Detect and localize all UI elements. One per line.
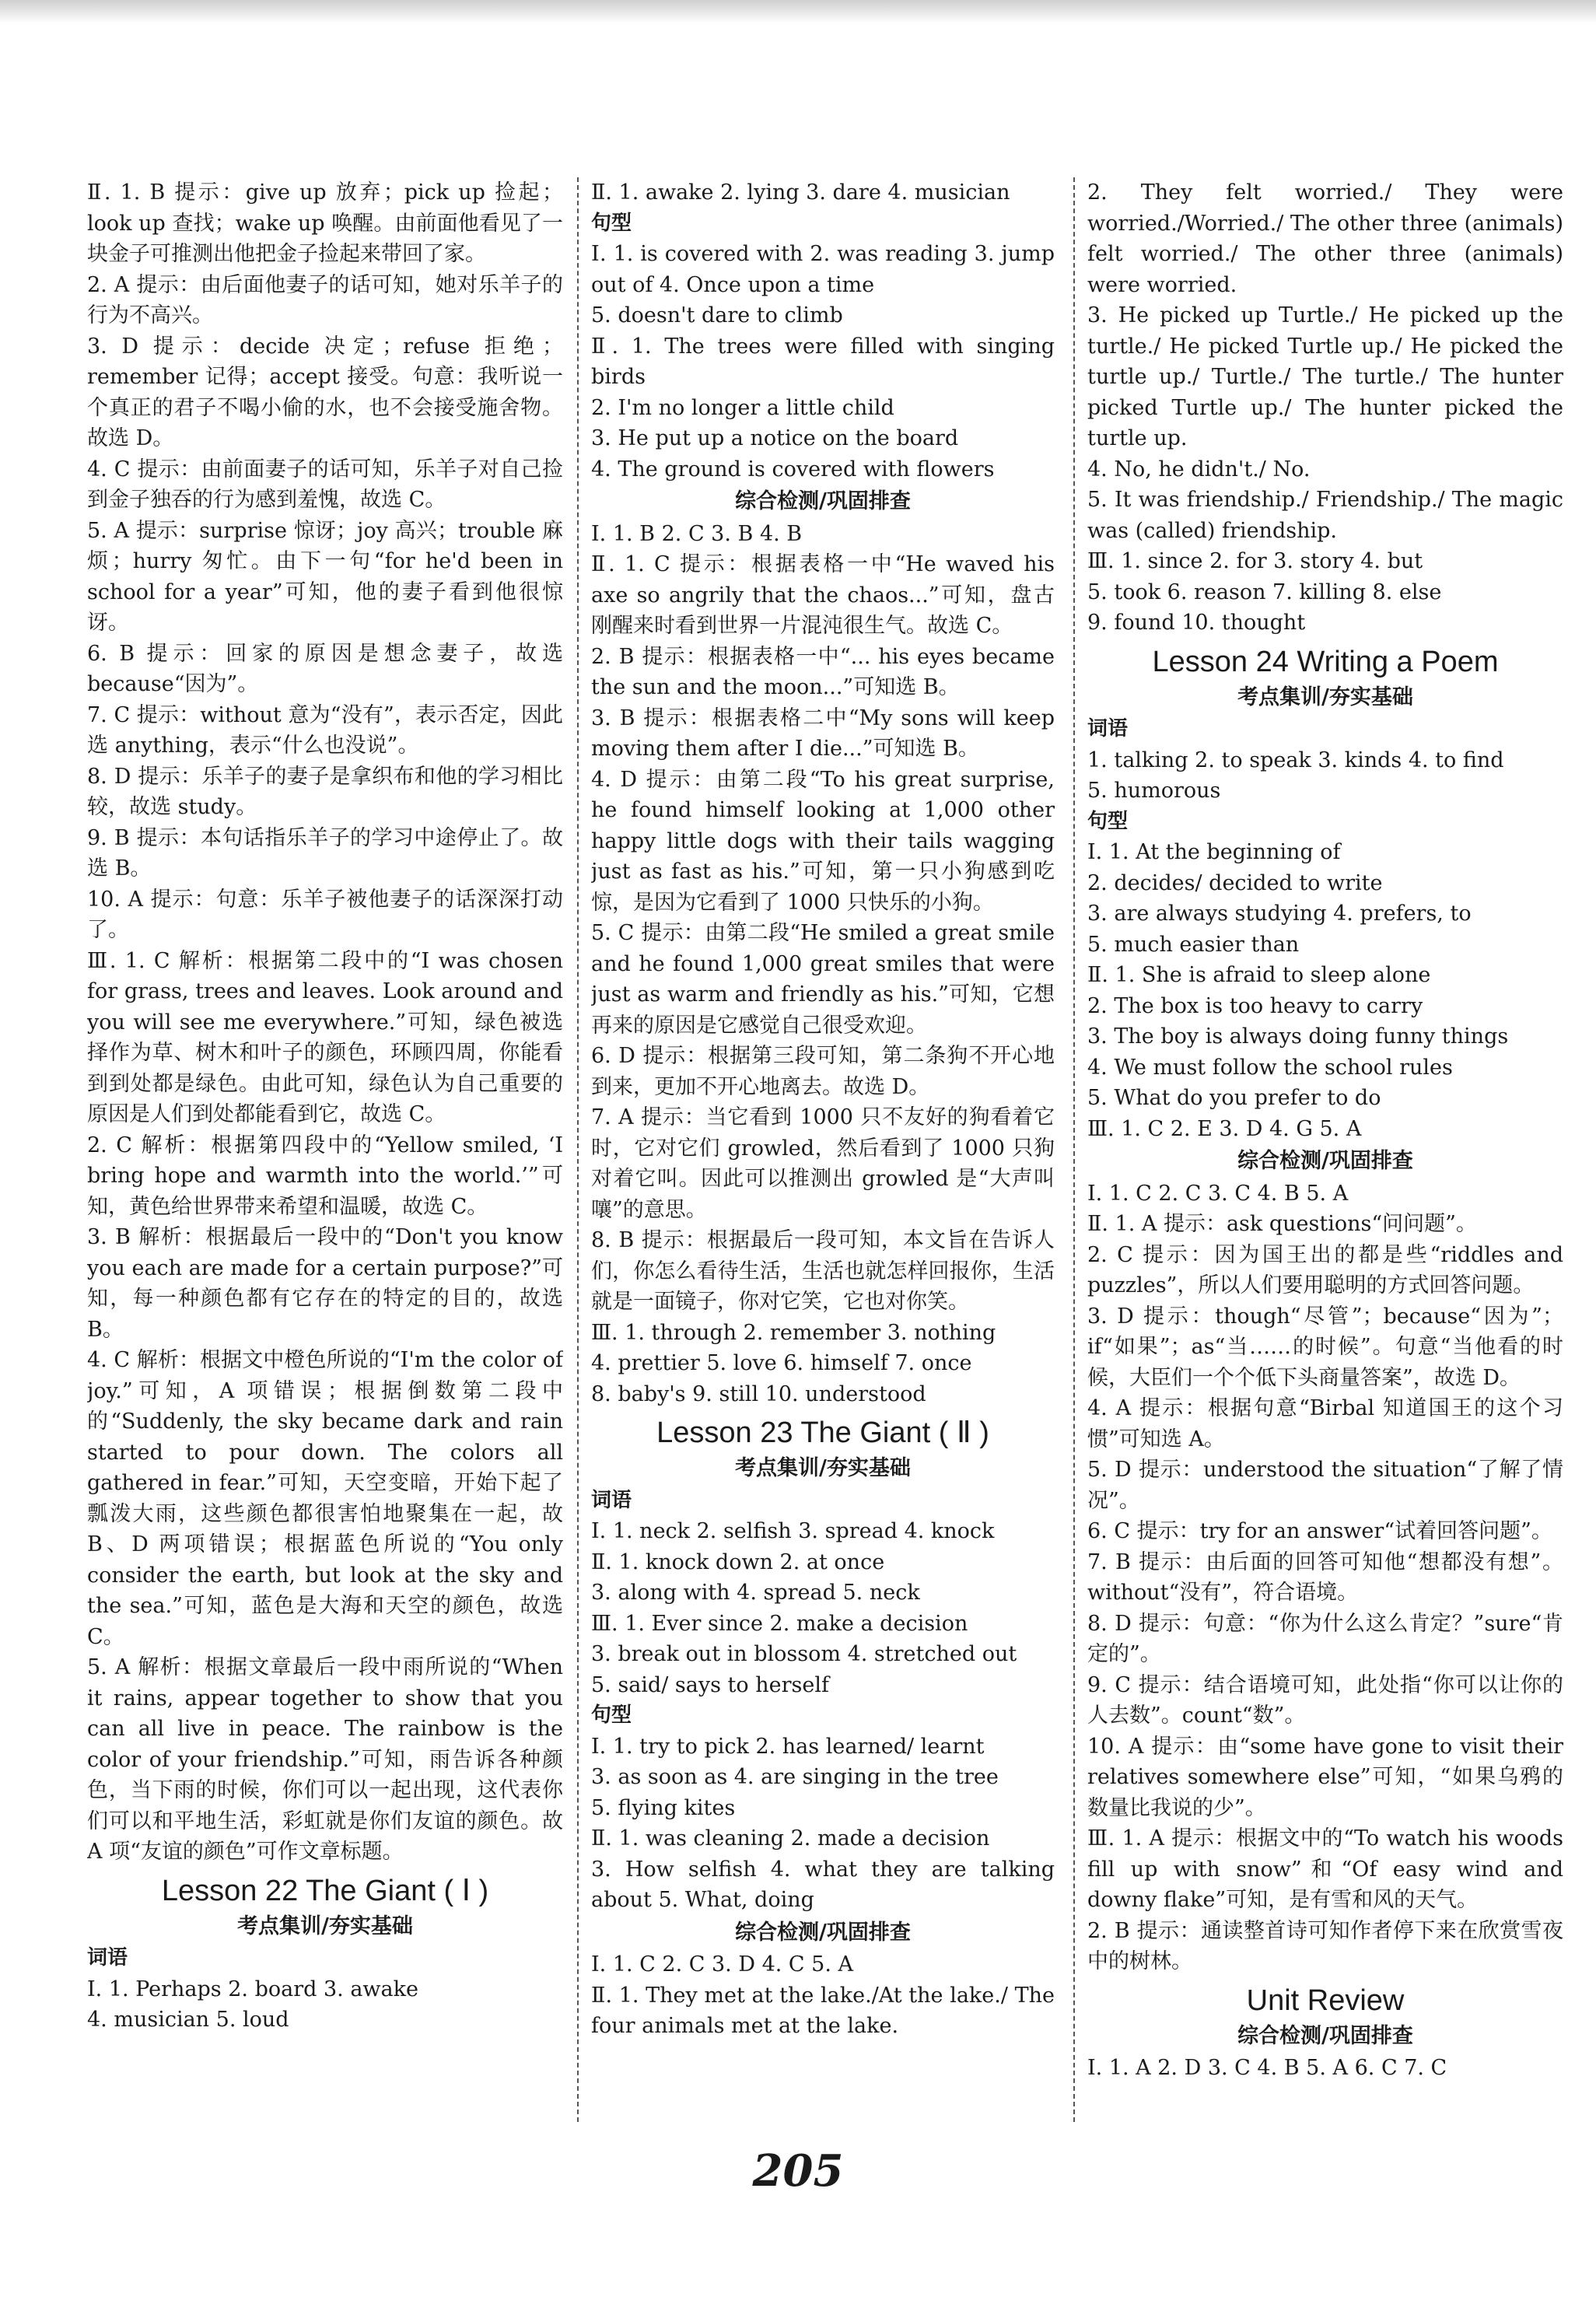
answer-line: Ⅱ. 1. She is afraid to sleep alone	[1087, 963, 1431, 987]
answer-line: 9. B 提示：本句话指乐羊子的学习中途停止了。故选 B。	[87, 825, 563, 881]
answer-line: Ⅰ. 1. neck 2. selfish 3. spread 4. knock	[591, 1519, 995, 1543]
scan-top-edge	[0, 0, 1596, 23]
answer-line: 4. No, he didn't./ No.	[1087, 457, 1311, 481]
answer-line: 9. C 提示：结合语境可知，此处指“你可以让你的人去数”。count“数”。	[1087, 1672, 1563, 1728]
answer-line: 5. What do you prefer to do	[1087, 1086, 1381, 1110]
answer-line: 8. D 提示：句意：“你为什么这么肯定？”sure“肯定的”。	[1087, 1611, 1563, 1666]
answer-line: Ⅲ. 1. C 2. E 3. D 4. G 5. A	[1087, 1116, 1362, 1141]
answer-line: Ⅲ. 1. C 解析：根据第二段中的“I was chosen for grass, trees and leaves. Look around and you will see me everywhere.”可知，绿色被选择作为草、树木和叶子的颜色，环顾四周，你能看到到处都是绿色。由此可知，绿色认为自己重要的原因是人们到处都能看到它，故选 C。	[87, 948, 563, 1126]
answer-line: 2. They felt worried./ They were worried./Worried./ The other three (animals) felt worried./ The other three (animals) were worried.	[1087, 180, 1563, 297]
answer-line: 2. B 提示：根据表格一中“... his eyes became the sun and the moon...”可知选 B。	[591, 644, 1055, 699]
answer-line: Ⅰ. 1. is covered with 2. was reading 3. jump out of 4. Once upon a time	[591, 242, 1055, 297]
subsection-title: 考点集训/夯实基础	[237, 1914, 413, 1938]
answer-line: 4. A 提示：根据句意“Birbal 知道国王的这个习惯”可知选 A。	[1087, 1396, 1563, 1451]
answer-line: 10. A 提示：由“some have gone to visit their relatives somewhere else”可知，“如果乌鸦的数量比我说的少”。	[1087, 1734, 1563, 1820]
answer-line: 2. C 解析：根据第四段中的“Yellow smiled, ‘I bring hope and warmth into the world.’”可知，黄色给世界带来希望和温暖，故选 C。	[87, 1133, 563, 1219]
answer-line: Ⅰ. 1. C 2. C 3. D 4. C 5. A	[591, 1952, 853, 1977]
answer-line: 2. B 提示：通读整首诗可知作者停下来在欣赏雪夜中的树林。	[1087, 1918, 1563, 1973]
column-left	[87, 177, 563, 2138]
answer-line: Ⅲ. 1. A 提示：根据文中的“To watch his woods fill up with snow”和“Of easy wind and downy flake”可知，是有雪和风的天气。	[1087, 1826, 1563, 1912]
answer-line: 6. B 提示：回家的原因是想念妻子，故选 because“因为”。	[87, 641, 563, 696]
section-heading: 句型	[591, 1703, 632, 1727]
answer-line: 8. D 提示：乐羊子的妻子是拿织布和他的学习相比较，故选 study。	[87, 764, 563, 819]
answer-line: 5. took 6. reason 7. killing 8. else	[1087, 580, 1442, 604]
answer-line: 2. A 提示：由后面他妻子的话可知，她对乐羊子的行为不高兴。	[87, 272, 563, 327]
answer-line: 5. doesn't dare to climb	[591, 303, 843, 327]
answer-line: 5. A 提示：surprise 惊讶；joy 高兴；trouble 麻烦；hurry 匆忙。由下一句“for he'd been in school for a year”可知，他的妻子看到他很惊讶。	[87, 518, 563, 635]
answer-line: Ⅰ. 1. At the beginning of	[1087, 840, 1341, 864]
answer-line: 5. flying kites	[591, 1795, 736, 1820]
subsection-title: 综合检测/巩固排查	[1237, 2023, 1413, 2048]
answer-line: 4. musician 5. loud	[87, 2008, 289, 2032]
answer-line: Ⅰ. 1. B 2. C 3. B 4. B	[591, 521, 803, 546]
answer-line: 3. D 提示：decide 决定；refuse 拒绝；remember 记得；accept 接受。句意：我听说一个真正的君子不喝小偷的水，也不会接受施舍物。故选 D。	[87, 334, 563, 450]
answer-line: Ⅱ. 1. C 提示：根据表格一中“He waved his axe so angrily that the chaos...”可知，盘古刚醒来时看到世界一片混沌很生气。故选 C。	[591, 552, 1055, 638]
answer-line: Ⅲ. 1. since 2. for 3. story 4. but	[1087, 549, 1423, 573]
subsection-title: 综合检测/巩固排查	[735, 1920, 911, 1945]
answer-line: 5. D 提示：understood the situation“了解了情况”。	[1087, 1458, 1563, 1513]
answer-line: 2. decides/ decided to write	[1087, 870, 1383, 895]
answer-line: Ⅱ. 1. awake 2. lying 3. dare 4. musician	[591, 180, 1010, 205]
answer-line: 3. B 解析：根据最后一段中的“Don't you know you each are made for a certain purpose?”可知，每一种颜色都有它存在的特定的目的，故选 B。	[87, 1225, 563, 1342]
column-right	[1087, 177, 1563, 2138]
answer-line: 6. C 提示：try for an answer“试着回答问题”。	[1087, 1519, 1552, 1543]
answer-line: 9. found 10. thought	[1087, 611, 1306, 635]
answer-line: 2. I'm no longer a little child	[591, 395, 894, 420]
answer-line: Ⅱ. 1. A 提示：ask questions“问问题”。	[1087, 1212, 1477, 1236]
section-heading: 词语	[87, 1946, 128, 1970]
answer-line: 3. D 提示：though“尽管”；because“因为”；if“如果”；as“当……的时候”。句意“当他看的时候，大臣们一个个低下头商量答案”，故选 D。	[1087, 1304, 1563, 1390]
section-heading: 词语	[591, 1488, 632, 1512]
answer-line: 5. said/ says to herself	[591, 1672, 829, 1697]
answer-line: 4. C 解析：根据文中橙色所说的“I'm the color of joy.”可知，A 项错误；根据倒数第二段中的“Suddenly, the sky became dark and rain started to pour down. The colors all gathered in fear.”可知，天空变暗，开始下起了瓢泼大雨，这些颜色都很害怕地聚集在一起，故 B、D 两项错误；根据蓝色所说的“You only consider the earth, but look at the sky and the sea.”可知，蓝色是大海和天空的颜色，故选 C。	[87, 1348, 563, 1649]
answer-line: 3. break out in blossom 4. stretched out	[591, 1642, 1017, 1666]
column-middle	[591, 177, 1055, 2138]
lesson-title: Lesson 24 Writing a Poem	[1152, 645, 1499, 678]
column-divider	[577, 177, 579, 2122]
answer-line: 5. C 提示：由第二段“He smiled a great smile and he found 1,000 great smiles that were just as warm and friendly as his.”可知，它想再来的原因是它感觉自己很受欢迎。	[591, 921, 1055, 1038]
answer-line: 3. The boy is always doing funny things	[1087, 1024, 1509, 1049]
answer-line: Ⅰ. 1. A 2. D 3. C 4. B 5. A 6. C 7. C	[1087, 2056, 1447, 2080]
answer-line: 5. humorous	[1087, 779, 1221, 803]
answer-line: Ⅱ. 1. B 提示：give up 放弃；pick up 捡起；look up 查找；wake up 唤醒。由前面他看见了一块金子可推测出他把金子捡起来带回了家。	[87, 180, 563, 266]
answer-line: Ⅱ. 1. knock down 2. at once	[591, 1549, 885, 1574]
answer-line: 8. B 提示：根据最后一段可知，本文旨在告诉人们，你怎么看待生活，生活也就怎样回报你，生活就是一面镜子，你对它笑，它也对你笑。	[591, 1228, 1055, 1314]
answer-line: Ⅲ. 1. through 2. remember 3. nothing	[591, 1320, 996, 1345]
answer-line: Ⅱ. 1. The trees were filled with singing birds	[591, 334, 1055, 389]
subsection-title: 考点集训/夯实基础	[1237, 685, 1413, 709]
lesson-title: Unit Review	[1246, 1984, 1405, 2017]
answer-line: 7. A 提示：当它看到 1000 只不友好的狗看着它时，它对它们 growled，然后看到了 1000 只狗对着它叫。因此可以推测出 growled 是“大声叫嚷”的意思。	[591, 1105, 1055, 1222]
answer-line: 6. D 提示：根据第三段可知，第二条狗不开心地到来，更加不开心地离去。故选 D。	[591, 1044, 1055, 1099]
answer-line: Ⅲ. 1. Ever since 2. make a decision	[591, 1611, 968, 1636]
section-heading: 句型	[591, 211, 632, 235]
section-heading: 词语	[1087, 717, 1129, 741]
answer-line: 4. prettier 5. love 6. himself 7. once	[591, 1351, 972, 1375]
answer-line: Ⅰ. 1. Perhaps 2. board 3. awake	[87, 1977, 418, 2001]
answer-line: 3. He picked up Turtle./ He picked up the turtle./ He picked Turtle up./ He picked the turtle up./ Turtle./ The turtle./ The hunter picked Turtle up./ The hunter picked the turtle up.	[1087, 303, 1563, 450]
answer-line: Ⅰ. 1. C 2. C 3. C 4. B 5. A	[1087, 1181, 1349, 1206]
answer-line: 3. He put up a notice on the board	[591, 426, 959, 450]
answer-line: 5. much easier than	[1087, 932, 1300, 957]
page-number: 205	[752, 2145, 844, 2197]
answer-line: 7. B 提示：由后面的回答可知他“想都没有想”。without“没有”，符合语境。	[1087, 1549, 1563, 1605]
lesson-title: Lesson 22 The Giant ( Ⅰ )	[161, 1874, 489, 1907]
answer-line: 5. A 解析：根据文章最后一段中雨所说的“When it rains, appear together to show that you can all live in peace. The rainbow is the color of your friendship.”可知，雨告诉各种颜色，当下雨的时候，你们可以一起出现，这代表你们可以和平地生活，彩虹就是你们友谊的颜色。故 A 项“友谊的颜色”可作文章标题。	[87, 1655, 563, 1864]
section-heading: 句型	[1087, 809, 1129, 833]
answer-line: 3. as soon as 4. are singing in the tree	[591, 1765, 999, 1789]
answer-line: 5. It was friendship./ Friendship./ The magic was (called) friendship.	[1087, 488, 1563, 543]
answer-line: 2. C 提示：因为国王出的都是些“riddles and puzzles”，所以人们要用聪明的方式回答问题。	[1087, 1242, 1563, 1297]
answer-line: 3. B 提示：根据表格二中“My sons will keep moving them after I die...”可知选 B。	[591, 706, 1055, 761]
answer-line: 4. The ground is covered with flowers	[591, 457, 995, 481]
lesson-title: Lesson 23 The Giant ( Ⅱ )	[656, 1416, 989, 1449]
subsection-title: 综合检测/巩固排查	[735, 489, 911, 513]
column-divider	[1073, 177, 1075, 2122]
answer-line: 10. A 提示：句意：乐羊子被他妻子的话深深打动了。	[87, 887, 563, 942]
answer-line: 7. C 提示：without 意为“没有”，表示否定，因此选 anything，表示“什么也没说”。	[87, 702, 563, 758]
answer-line: 4. C 提示：由前面妻子的话可知，乐羊子对自己捡到金子独吞的行为感到羞愧，故选 C。	[87, 457, 563, 512]
answer-line: 3. How selfish 4. what they are talking about 5. What, doing	[591, 1857, 1055, 1912]
answer-line: 2. The box is too heavy to carry	[1087, 993, 1423, 1018]
answer-line: Ⅱ. 1. was cleaning 2. made a decision	[591, 1826, 990, 1851]
answer-line: 3. along with 4. spread 5. neck	[591, 1581, 920, 1605]
subsection-title: 考点集训/夯实基础	[735, 1456, 911, 1480]
answer-line: 1. talking 2. to speak 3. kinds 4. to find	[1087, 748, 1504, 772]
answer-line: Ⅰ. 1. try to pick 2. has learned/ learnt	[591, 1734, 985, 1759]
answer-line: 4. D 提示：由第二段“To his great surprise, he found himself looking at 1,000 other happy little dogs with their tails wagging just as fast as his.”可知，第一只小狗感到吃惊，是因为它看到了 1000 只快乐的小狗。	[591, 767, 1055, 915]
subsection-title: 综合检测/巩固排查	[1237, 1149, 1413, 1173]
answer-line: Ⅱ. 1. They met at the lake./At the lake./ The four animals met at the lake.	[591, 1983, 1055, 2038]
answer-line: 8. baby's 9. still 10. understood	[591, 1381, 926, 1406]
answer-line: 3. are always studying 4. prefers, to	[1087, 902, 1472, 926]
answer-line: 4. We must follow the school rules	[1087, 1055, 1453, 1080]
